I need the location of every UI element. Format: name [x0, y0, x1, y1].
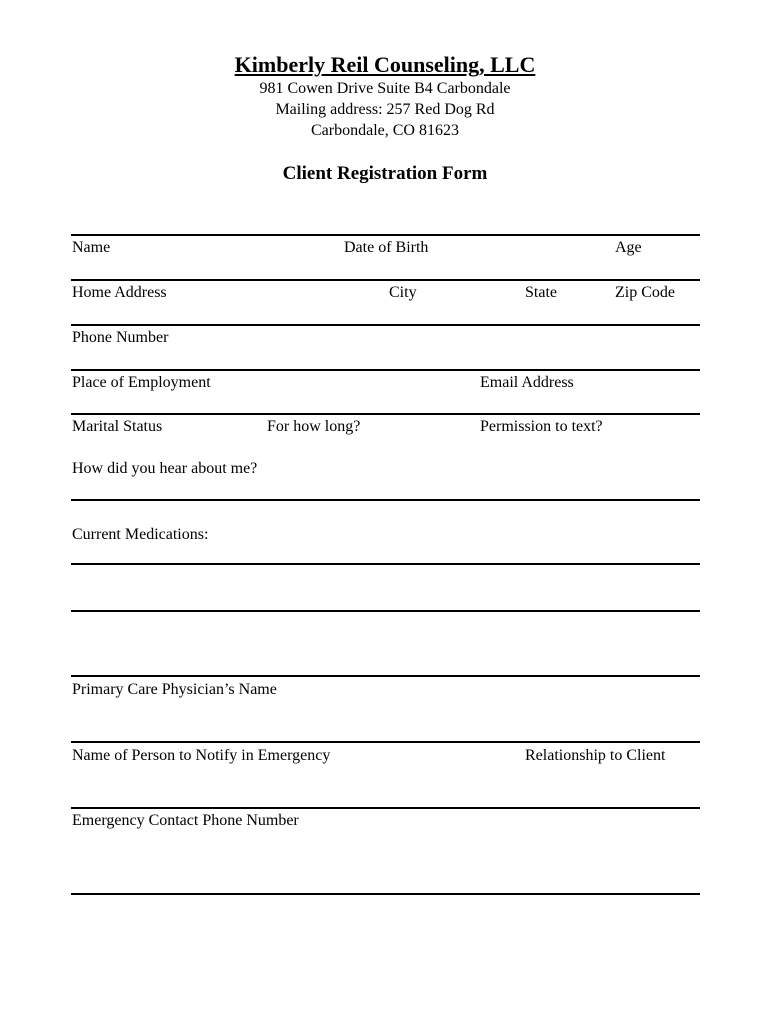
age-label: Age [615, 239, 642, 256]
zip-code-label: Zip Code [615, 284, 675, 301]
permission-to-text-label: Permission to text? [480, 418, 603, 435]
field-line-emergency-contact[interactable] [71, 807, 700, 809]
field-line-name-row[interactable] [71, 234, 700, 236]
phone-number-label: Phone Number [72, 329, 169, 346]
primary-care-physician-label: Primary Care Physician’s Name [72, 681, 277, 698]
field-line-medications-2[interactable] [71, 610, 700, 612]
field-line-marital-row[interactable] [71, 413, 700, 415]
field-line-employment-row[interactable] [71, 369, 700, 371]
place-of-employment-label: Place of Employment [72, 374, 211, 391]
emergency-contact-name-label: Name of Person to Notify in Emergency [72, 747, 331, 764]
city-label: City [389, 284, 417, 301]
relationship-to-client-label: Relationship to Client [525, 747, 666, 764]
organization-name: Kimberly Reil Counseling, LLC [234, 52, 536, 77]
for-how-long-label: For how long? [267, 418, 361, 435]
field-line-how-did-you-hear[interactable] [71, 499, 700, 501]
field-line-medications-1[interactable] [71, 563, 700, 565]
field-line-phone-row[interactable] [71, 324, 700, 326]
form-title: Client Registration Form [282, 163, 488, 184]
field-line-physician[interactable] [71, 741, 700, 743]
field-line-emergency-phone[interactable] [71, 893, 700, 895]
field-line-medications-3[interactable] [71, 675, 700, 677]
field-line-address-row[interactable] [71, 279, 700, 281]
state-label: State [525, 284, 557, 301]
email-address-label: Email Address [480, 374, 574, 391]
emergency-contact-phone-label: Emergency Contact Phone Number [72, 812, 299, 829]
home-address-label: Home Address [72, 284, 167, 301]
mailing-address: Mailing address: 257 Red Dog Rd [275, 101, 495, 118]
marital-status-label: Marital Status [72, 418, 163, 435]
street-address: 981 Cowen Drive Suite B4 Carbondale [259, 80, 511, 97]
name-label: Name [72, 239, 111, 256]
current-medications-label: Current Medications: [72, 526, 209, 543]
how-did-you-hear-label: How did you hear about me? [72, 460, 258, 477]
city-state-zip: Carbondale, CO 81623 [311, 122, 459, 139]
date-of-birth-label: Date of Birth [344, 239, 429, 256]
